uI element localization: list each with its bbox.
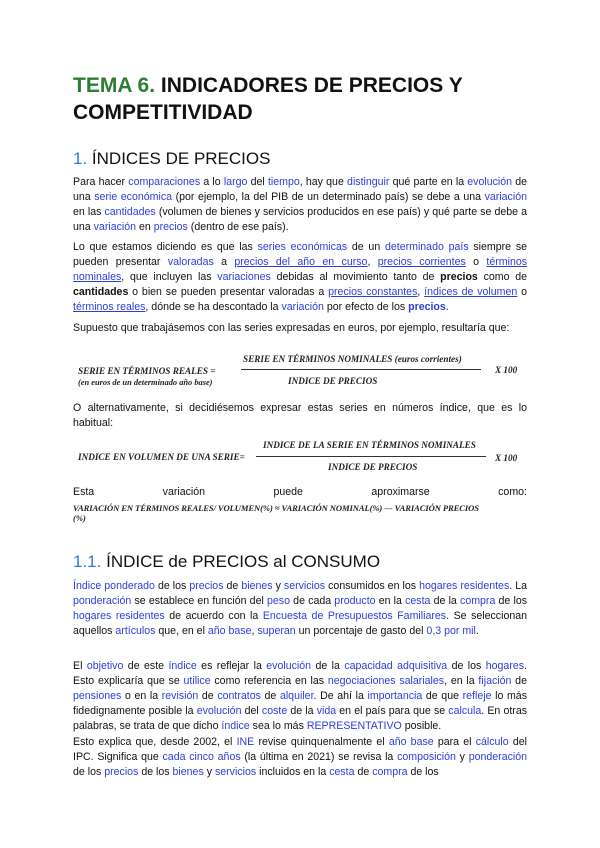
keyword: revisión <box>161 690 199 702</box>
paragraph-8: Esto explica que, desde 2002, el INE revise quinquenalmente el año base para el cálculo del IPC. Significa que cada cinco años (la última en 2021) se revisa la composición y ponderación de los precios de los bienes y servicios incluidos en la cesta de compra de los <box>73 736 528 778</box>
keyword: servicios <box>283 580 326 592</box>
keyword: fijación <box>478 675 512 687</box>
keyword: Encuesta de Presupuestos Familiares <box>262 610 447 622</box>
keyword: REPRESENTATIVO <box>306 720 402 732</box>
keyword: valoradas <box>167 256 214 268</box>
paragraph-1: Para hacer comparaciones a lo largo del tiempo, hay que distinguir qué parte en la evolución de una serie económica (por ejemplo, la del PIB de un determinado país) se debe a una variación en las cantidades (volumen de bienes y servicios producidos en ese país) y qué parte se debe a una variación en precios (dentro de ese país). <box>73 176 528 233</box>
paragraph-2: Lo que estamos diciendo es que las series económicas de un determinado país siempre se pueden presentar valoradas a precios del año en curso, precios corrientes o términos nominales, que incluyen las variaciones debidas al movimiento tanto de precios como de cantidades o bien se pueden presentar valoradas a precios constantes, índices de volumen o términos reales, dónde se ha descontado la variación por efecto de los precios. <box>73 241 528 313</box>
formula-numerator: INDICE DE LA SERIE EN TÉRMINOS NOMINALES <box>263 440 476 450</box>
keyword: series económicas <box>257 241 348 253</box>
document-title <box>73 72 527 126</box>
keyword: compra <box>372 766 408 778</box>
keyword: índice <box>168 660 197 672</box>
section-heading-1 <box>73 149 270 169</box>
keyword: año base <box>207 625 252 637</box>
keyword: alquiler <box>279 690 314 702</box>
paragraph-6: Índice ponderado de los precios de bienes y servicios consumidos en los hogares residentes. La ponderación se establece en función del peso de cada producto en la cesta de la compra de los hogares residentes de acuerdo con la Encuesta de Presupuestos Familiares. Se seleccionan aquellos artículos que, en el año base, superan un porcentaje de gasto del 0,3 por mil. <box>73 580 528 637</box>
keyword: cesta <box>329 766 355 778</box>
keyword: variación <box>484 191 527 203</box>
formula-lhs-note: (en euros de un determinado año base) <box>78 378 213 387</box>
fraction-bar <box>256 456 486 457</box>
keyword-link: términos nominales <box>73 256 528 283</box>
paragraph-3: Supuesto que trabajásemos con las series expresadas en euros, por ejemplo, resultaría que: <box>73 322 510 334</box>
keyword: largo <box>223 176 248 188</box>
keyword: utilice <box>183 675 211 687</box>
keyword: vida <box>316 705 337 717</box>
keyword: bienes <box>172 766 204 778</box>
keyword: variación <box>281 301 324 313</box>
keyword: hogares <box>485 660 525 672</box>
keyword: precios <box>104 766 139 778</box>
keyword-link: precios del año en curso <box>234 256 368 268</box>
keyword-link: precios corrientes <box>377 256 466 268</box>
keyword: cantidades <box>104 206 156 218</box>
section-number: 1.1. <box>73 552 102 571</box>
formula-approximation <box>73 503 527 523</box>
keyword: 0,3 por mil <box>426 625 476 637</box>
keyword: cálculo <box>475 736 509 748</box>
keyword: serie económica <box>94 191 173 203</box>
keyword: cesta <box>405 595 431 607</box>
keyword: calcula <box>448 705 482 717</box>
formula-volume-index <box>73 440 527 474</box>
formula-lhs: SERIE EN TÉRMINOS REALES = <box>78 366 216 376</box>
paragraph-5: Esta variación puede aproximarse como: <box>73 486 527 498</box>
keyword-link: términos reales <box>73 301 146 313</box>
keyword: año base <box>388 736 434 748</box>
bold-term: cantidades <box>73 286 129 298</box>
keyword: precios <box>189 580 224 592</box>
section-title: ÍNDICES DE PRECIOS <box>91 149 271 168</box>
keyword: hogares residentes <box>419 580 510 592</box>
keyword: cada cinco años <box>162 751 241 763</box>
section-title: ÍNDICE de PRECIOS al CONSUMO <box>106 552 381 571</box>
formula-line: VARIACIÓN EN TÉRMINOS REALES/ VOLUMEN(%) ≈ VARIACIÓN NOMINAL(%) --- VARIACIÓN PRECIOS <box>73 503 479 513</box>
keyword: importancia <box>367 690 423 702</box>
title-line2: COMPETITIVIDAD <box>73 101 253 124</box>
keyword: hogares residentes <box>73 610 165 622</box>
keyword: composición <box>397 751 456 763</box>
keyword: variaciones <box>217 271 271 283</box>
keyword: servicios <box>214 766 257 778</box>
formula-numerator: SERIE EN TÉRMINOS NOMINALES (euros corrientes) <box>243 354 462 364</box>
formula-factor: X 100 <box>495 365 518 375</box>
keyword: bienes <box>241 580 273 592</box>
formula-denominator: INDICE DE PRECIOS <box>288 376 378 386</box>
keyword: superan <box>257 625 296 637</box>
keyword: artículos <box>115 625 156 637</box>
keyword: peso <box>267 595 290 607</box>
fraction-bar <box>241 369 481 370</box>
formula-real-terms <box>73 352 527 392</box>
keyword: pensiones <box>73 690 122 702</box>
section-heading-1-1 <box>73 552 380 572</box>
keyword: INE <box>236 736 255 748</box>
keyword: refleje <box>462 690 492 702</box>
keyword: contratos <box>217 690 261 702</box>
keyword: precios <box>153 221 188 233</box>
keyword: evolución <box>266 660 312 672</box>
formula-lhs: INDICE EN VOLUMEN DE UNA SERIE= <box>78 452 245 462</box>
formula-denominator: INDICE DE PRECIOS <box>328 462 418 472</box>
section-number: 1. <box>73 149 88 168</box>
bold-term: precios <box>440 271 478 283</box>
paragraph-7: El objetivo de este índice es reflejar la evolución de la capacidad adquisitiva de los hogares. Esto explicaría que se utilice como referencia en las negociaciones salariales, en la fijación de pensiones o en la revisión de contratos de alquiler. De ahí la importancia de que refleje lo más fidedignamente posible la evolución del coste de la vida en el país para que se calcula. En otras palabras, se trata de que dicho índice sea lo más REPRESENTATIVO posible. <box>73 660 528 732</box>
formula-factor: X 100 <box>495 453 518 463</box>
keyword: Índice ponderado <box>73 580 155 592</box>
keyword: comparaciones <box>128 176 201 188</box>
keyword: determinado país <box>384 241 469 253</box>
keyword: índice <box>221 720 250 732</box>
keyword: variación <box>93 221 137 233</box>
keyword: negociaciones salariales <box>327 675 445 687</box>
keyword: ponderación <box>468 751 528 763</box>
paragraph-4: O alternativamente, si decidiésemos expresar estas series en números índice, que es lo habitual: <box>73 402 527 429</box>
keyword: evolución <box>467 176 513 188</box>
keyword-link: precios constantes <box>328 286 418 298</box>
keyword: tiempo <box>267 176 300 188</box>
keyword: capacidad adquisitiva <box>344 660 448 672</box>
keyword: compra <box>460 595 496 607</box>
keyword: objetivo <box>86 660 124 672</box>
keyword-link: índices de volumen <box>424 286 518 298</box>
keyword: coste <box>261 705 288 717</box>
title-tema: TEMA 6. <box>73 74 156 97</box>
keyword: evolución <box>196 705 242 717</box>
keyword: distinguir <box>347 176 390 188</box>
keyword: precios <box>408 301 446 313</box>
keyword: producto <box>334 595 376 607</box>
title-line1: INDICADORES DE PRECIOS Y <box>160 74 463 97</box>
formula-line: (%) <box>73 513 86 523</box>
keyword: ponderación <box>73 595 132 607</box>
